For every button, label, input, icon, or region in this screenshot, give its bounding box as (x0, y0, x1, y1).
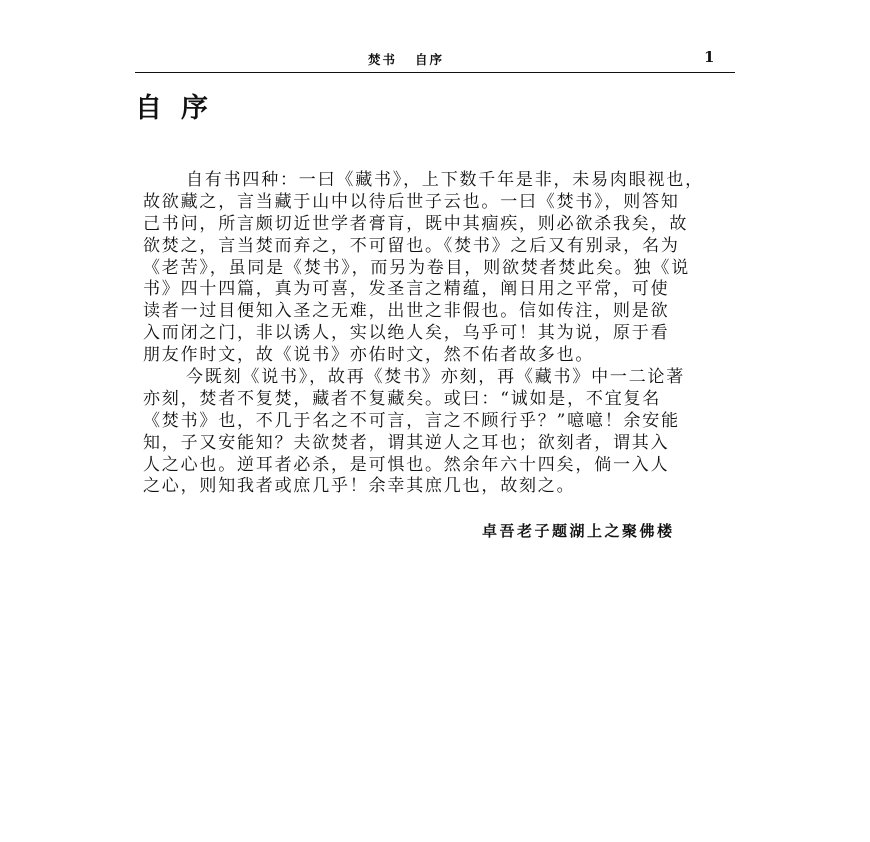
text-line: 知，子又安能知？夫欲焚者，谓其逆人之耳也；欲刻者，谓其入 (143, 432, 670, 453)
paragraph-2 (143, 367, 743, 498)
body-text (143, 170, 743, 498)
running-head-section: 自序 (415, 52, 445, 67)
text-line: 读者一过目便知入圣之无难，出世之非假也。信如传注，则是欲 (143, 301, 670, 322)
text-line: 亦刻，焚者不复焚，藏者不复藏矣。或曰：“诚如是，不宜复名 (143, 388, 662, 409)
running-head (368, 50, 444, 68)
page-number: 1 (704, 48, 715, 66)
signature: 卓吾老子题湖上之聚佛楼 (482, 522, 675, 540)
text-line: 《老苦》，虽同是《焚书》，而另为卷目，则欲焚者焚此矣。独《说 (143, 257, 690, 278)
text-line: 今既刻《说书》，故再《焚书》亦刻，再《藏书》中一二论著 (186, 367, 686, 388)
text-line: 人之心也。逆耳者必杀，是可惧也。然余年六十四矣，倘一入人 (143, 454, 670, 475)
text-line: 入而闭之门，非以诱人，实以绝人矣，乌乎可！其为说，原于看 (143, 323, 670, 344)
section-title: 自序 (135, 93, 227, 124)
text-line: 之心，则知我者或庶几乎！余幸其庶几也，故刻之。 (143, 476, 576, 497)
header-rule (135, 72, 735, 73)
text-line: 己书问，所言颇切近世学者膏肓，既中其痼疾，则必欲杀我矣，故 (143, 213, 689, 234)
text-line: 朋友作时文，故《说书》亦佑时文，然不佑者故多也。 (143, 345, 595, 366)
running-head-book-title: 焚书 (368, 52, 398, 67)
text-line: 故欲藏之，言当藏于山中以待后世子云也。一曰《焚书》，则答知 (143, 191, 680, 212)
text-line: 欲焚之，言当焚而弃之，不可留也。《焚书》之后又有别录，名为 (143, 235, 680, 256)
text-line: 《焚书》也，不几于名之不可言，言之不顾行乎？”噫噫！余安能 (143, 410, 680, 431)
text-line: 自有书四种：一曰《藏书》，上下数千年是非，未易肉眼视也， (186, 170, 704, 190)
text-line: 书》四十四篇，真为可喜，发圣言之精蕴，阐日用之平常，可使 (143, 279, 670, 300)
paragraph-1 (143, 170, 743, 367)
